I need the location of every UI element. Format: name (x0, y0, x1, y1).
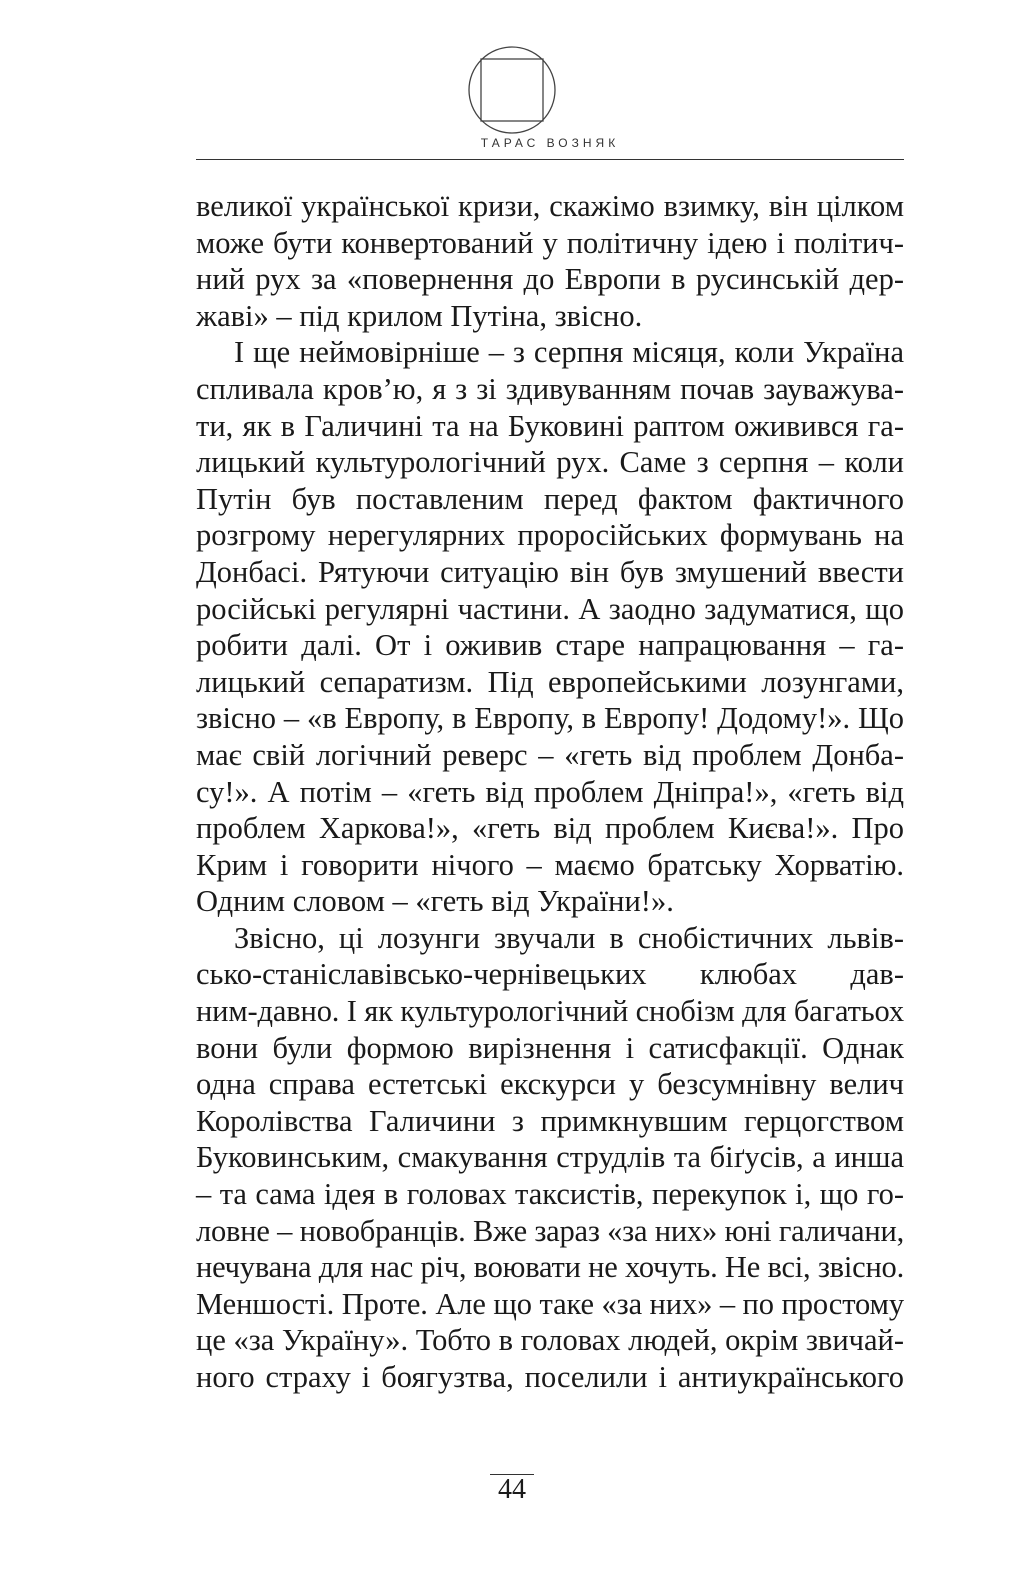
text-line: су!». А потім – «геть від проблем Дніпра!», «геть від (196, 774, 904, 809)
header-rule (196, 159, 904, 160)
text-line: Королівства Галичини з примкнувшим герцогством (196, 1103, 904, 1138)
text-line: розгрому нерегулярних проросійських формувань на (196, 518, 904, 553)
text-line: вони були формою вирізнення і сатисфакції. Однак (196, 1030, 904, 1065)
paragraph (196, 334, 904, 920)
text-line: спливала кров’ю, я з зі здивуванням почав зауважува- (196, 371, 904, 406)
text-line: Крим і говорити нічого – маємо братську Хорватію. (196, 847, 904, 882)
page-footer (0, 1474, 1024, 1505)
text-line: звісно – «в Европу, в Европу, в Европу! Додому!». Що (196, 701, 904, 736)
text-line: це «за Україну». Тобто в головах людей, окрім звичай- (196, 1323, 904, 1358)
text-line: І ще неймовірніше – з серпня місяця, коли Україна (234, 335, 904, 370)
text-line: може бути конвертований у політичну ідею і політич- (196, 225, 904, 260)
body-text (196, 188, 904, 1396)
text-line: жаві» – під крилом Путіна, звісно. (196, 298, 643, 333)
text-line: робити далі. От і оживив старе напрацювання – га- (196, 628, 904, 663)
text-line: Меншості. Проте. Але що таке «за них» – по простому (196, 1286, 904, 1321)
text-line: лицький сепаратизм. Під европейськими лозунгами, (196, 664, 904, 699)
text-line: має свій логічний реверс – «геть від проблем Донба- (196, 737, 904, 772)
text-line: одна справа естетські екскурси у безсумнівну велич (196, 1067, 904, 1102)
paragraph (196, 920, 904, 1396)
text-line: сько-станіславівсько-чернівецьких клюбах дав- (196, 957, 904, 992)
text-line: ний рух за «повернення до Европи в русинській дер- (196, 262, 904, 297)
text-line: Звісно, ці лозунги звучали в снобістичних львів- (234, 920, 904, 955)
text-line: ти, як в Галичині та на Буковині раптом оживився га- (196, 408, 904, 443)
text-line: Одним словом – «геть від України!». (196, 884, 674, 919)
paragraph (196, 188, 904, 334)
text-line: ного страху і боягузтва, поселили і антиукраїнського (196, 1360, 904, 1394)
text-line: російські регулярні частини. А заодно задуматися, що (196, 591, 904, 626)
text-line: Буковинським, смакування струдлів та біґусів, а инша (196, 1140, 904, 1175)
text-line: ловне – новобранців. Вже зараз «за них» юні галичани, (196, 1213, 904, 1248)
page-number: 44 (498, 1474, 526, 1505)
text-line: великої української кризи, скажімо взимку, він цілком (196, 189, 904, 223)
text-line: нечувана для нас річ, воювати не хочуть. Не всі, звісно. (196, 1250, 904, 1285)
circle-square-emblem-icon (467, 45, 557, 135)
text-line: Путін був поставленим перед фактом фактичного (196, 481, 904, 516)
text-line: – та сама ідея в головах таксистів, перекупок і, що го- (196, 1177, 904, 1212)
text-line: проблем Харкова!», «геть від проблем Києва!». Про (196, 811, 904, 846)
text-line: Донбасі. Рятуючи ситуацію він був змушений ввести (196, 554, 904, 589)
text-line: ним-давно. І як культурологічний снобізм для багатьох (196, 994, 904, 1029)
text-line: лицький культурологічний рух. Саме з серпня – коли (196, 445, 904, 480)
running-head: ТАРАС ВОЗНЯК (480, 136, 620, 150)
